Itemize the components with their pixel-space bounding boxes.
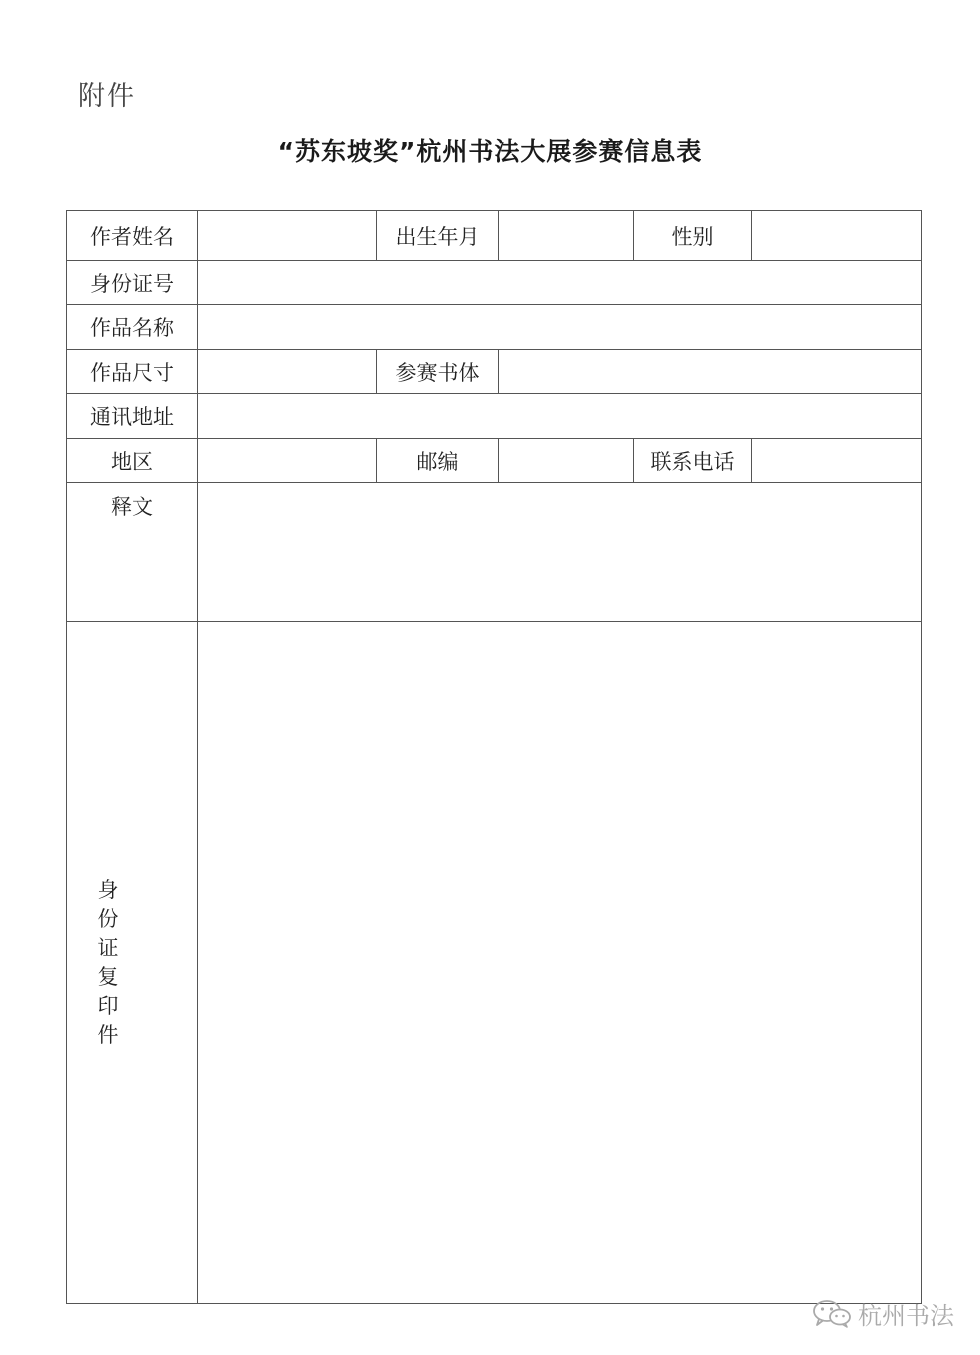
form-row-transcription — [67, 483, 922, 622]
script-style-field[interactable] — [499, 350, 922, 394]
postcode-field[interactable] — [499, 439, 634, 483]
work-title-field[interactable] — [198, 305, 922, 350]
work-size-field[interactable] — [198, 350, 377, 394]
gender-label: 性别 — [634, 211, 752, 261]
id-copy-label — [67, 622, 198, 1304]
region-field[interactable] — [198, 439, 377, 483]
gender-field[interactable] — [752, 211, 922, 261]
id-copy-field[interactable] — [198, 622, 922, 1304]
form-row-work-size — [67, 350, 922, 394]
form-row-region — [67, 439, 922, 483]
address-label: 通讯地址 — [67, 394, 198, 439]
page-title: “苏东坡奖”杭州书法大展参赛信息表 — [277, 137, 703, 166]
id-copy-char: 证 — [97, 935, 119, 960]
id-number-label: 身份证号 — [67, 261, 198, 305]
id-number-field[interactable] — [198, 261, 922, 305]
id-copy-char: 身 — [97, 877, 119, 902]
watermark-text: 杭州书法 — [858, 1301, 954, 1330]
birth-field[interactable] — [499, 211, 634, 261]
form-row-author — [67, 211, 922, 261]
author-name-field[interactable] — [198, 211, 377, 261]
id-copy-char: 复 — [97, 964, 119, 989]
attachment-label: 附件 — [78, 81, 136, 112]
transcription-field[interactable] — [198, 483, 922, 622]
form-row-work-title — [67, 305, 922, 350]
wechat-icon — [812, 1298, 852, 1328]
author-name-label: 作者姓名 — [67, 211, 198, 261]
phone-field[interactable] — [752, 439, 922, 483]
work-title-label: 作品名称 — [67, 305, 198, 350]
id-copy-char: 件 — [97, 1022, 119, 1047]
form-row-address — [67, 394, 922, 439]
watermark — [812, 1296, 954, 1330]
region-label: 地区 — [67, 439, 198, 483]
id-copy-char: 印 — [97, 993, 119, 1018]
birth-label: 出生年月 — [377, 211, 499, 261]
id-copy-vertical-text — [97, 876, 119, 1050]
work-size-label: 作品尺寸 — [67, 350, 198, 394]
form-row-id-copy — [67, 622, 922, 1304]
entry-form-table — [66, 210, 922, 1304]
script-style-label: 参赛书体 — [377, 350, 499, 394]
address-field[interactable] — [198, 394, 922, 439]
postcode-label: 邮编 — [377, 439, 499, 483]
id-copy-char: 份 — [97, 906, 119, 931]
phone-label: 联系电话 — [634, 439, 752, 483]
transcription-label: 释文 — [67, 483, 198, 622]
form-row-id-number — [67, 261, 922, 305]
